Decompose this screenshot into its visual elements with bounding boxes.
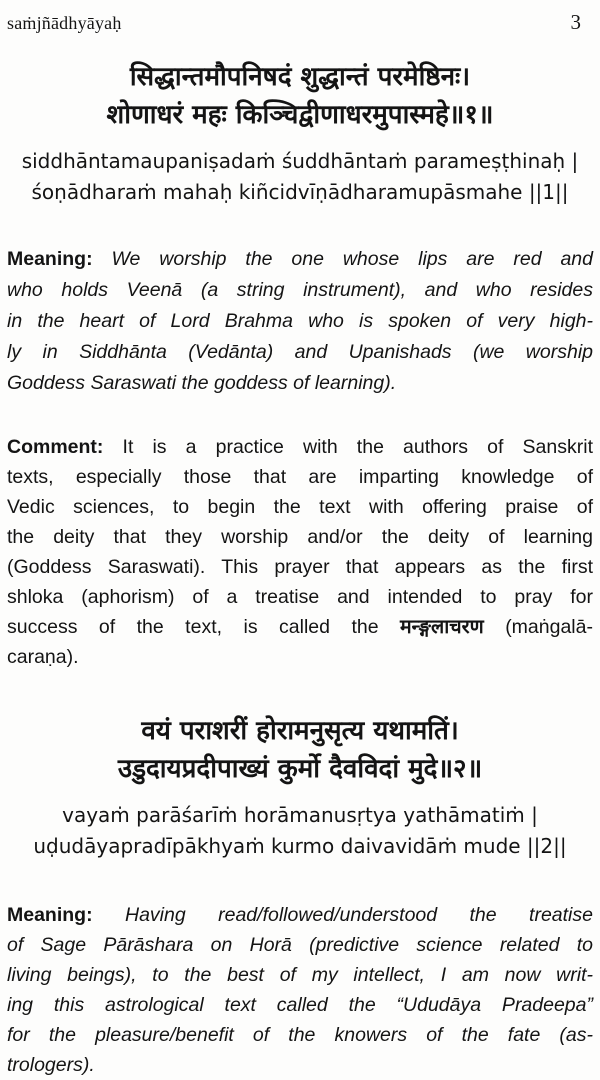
transliteration-line: vayaṁ parāśarīṁ horāmanusṛtya yathāmatiṁ | [62,803,538,827]
paragraph-line [7,642,593,672]
paragraph-line [7,930,593,960]
text-run: (Goddess Saraswati). This prayer that appears as the first [7,556,593,578]
devanagari-line: उडुदायप्रदीपाख्यं कुर्मो दैवविदां मुदे॥२॥ [117,754,483,784]
paragraph-line [7,1020,593,1050]
devanagari-line: सिद्धान्तमौपनिषदं शुद्धान्तं परमेष्ठिनः। [129,62,471,92]
text-run: of Sage Pārāshara on Horā (predictive science related to [7,934,593,956]
text-run: ing this astrological text called the “Ududāya Pradeepa” [7,994,593,1016]
paragraph-line [7,1050,593,1080]
paragraph-label: Meaning: [7,904,93,926]
paragraph-line [7,275,593,306]
paragraph-line [7,960,593,990]
paragraph-line [7,432,593,462]
text-run: trologers). [7,1054,95,1076]
paragraph-line [7,244,593,275]
text-run: who holds Veenā (a string instrument), and who resides [7,279,593,301]
transliteration-line: siddhāntamaupaniṣadaṁ śuddhāntaṁ parameṣṭhinaḥ | [21,149,579,173]
paragraph-label: Meaning: [7,248,93,270]
paragraph-line [7,522,593,552]
paragraph-label: Comment: [7,436,104,458]
paragraph-line [7,368,593,399]
text-run: ly in Siddhānta (Vedānta) and Upanishads (we worship [7,341,593,363]
text-run: Goddess Saraswati the goddess of learning). [7,372,397,394]
page-number: 3 [570,10,581,34]
running-header [7,10,593,36]
paragraph-line [7,582,593,612]
paragraph-line [7,462,593,492]
text-run: success of the text, is called the [7,616,401,638]
comment-paragraph [7,432,593,672]
chapter-running-title: saṁjñādhyāyaḥ [7,13,122,33]
text-run: We worship the one whose lips are red and [92,248,593,270]
text-run: for the pleasure/benefit of the knowers of the fate (as- [7,1024,593,1046]
text-run: Vedic sciences, to begin the text with offering praise of [7,496,593,518]
meaning-paragraph-2 [7,900,593,1080]
sanskrit-verse-1 [7,58,593,134]
paragraph-line [7,552,593,582]
paragraph-line [7,612,593,642]
text-run: shloka (aphorism) of a treatise and intended to pray for [7,586,593,608]
text-run: (maṅgalā- [483,616,593,638]
paragraph-line [7,306,593,337]
devanagari-line: वयं पराशरीं होरामनुसृत्य यथामतिं। [141,716,459,746]
text-run: living beings), to the best of my intellect, I am now writ- [7,964,593,986]
text-run: the deity that they worship and/or the deity of learning [7,526,593,548]
devanagari-inline-word: मन्ङ्गलाचरण [400,615,484,638]
text-run: caraṇa). [7,646,79,668]
sanskrit-verse-2 [7,712,593,788]
paragraph-line [7,990,593,1020]
meaning-paragraph-1 [7,244,593,399]
transliteration-verse-2 [7,800,593,862]
paragraph-line [7,492,593,522]
transliteration-verse-1 [7,146,593,208]
devanagari-line: शोणाधरं महः किञ्चिद्वीणाधरमुपास्महे॥१॥ [106,100,494,130]
text-run: in the heart of Lord Brahma who is spoken of very high- [7,310,593,332]
transliteration-line: śoṇādharaṁ mahaḥ kiñcidvīṇādharamupāsmahe ||1|| [31,180,569,204]
text-run: texts, especially those that are imparting knowledge of [7,466,593,488]
text-run: Having read/followed/understood the treatise [92,904,593,926]
transliteration-line: uḍudāyapradīpākhyaṁ kurmo daivavidāṁ mude ||2|| [33,834,567,858]
text-run: It is a practice with the authors of Sanskrit [103,436,593,458]
paragraph-line [7,337,593,368]
paragraph-line [7,900,593,930]
